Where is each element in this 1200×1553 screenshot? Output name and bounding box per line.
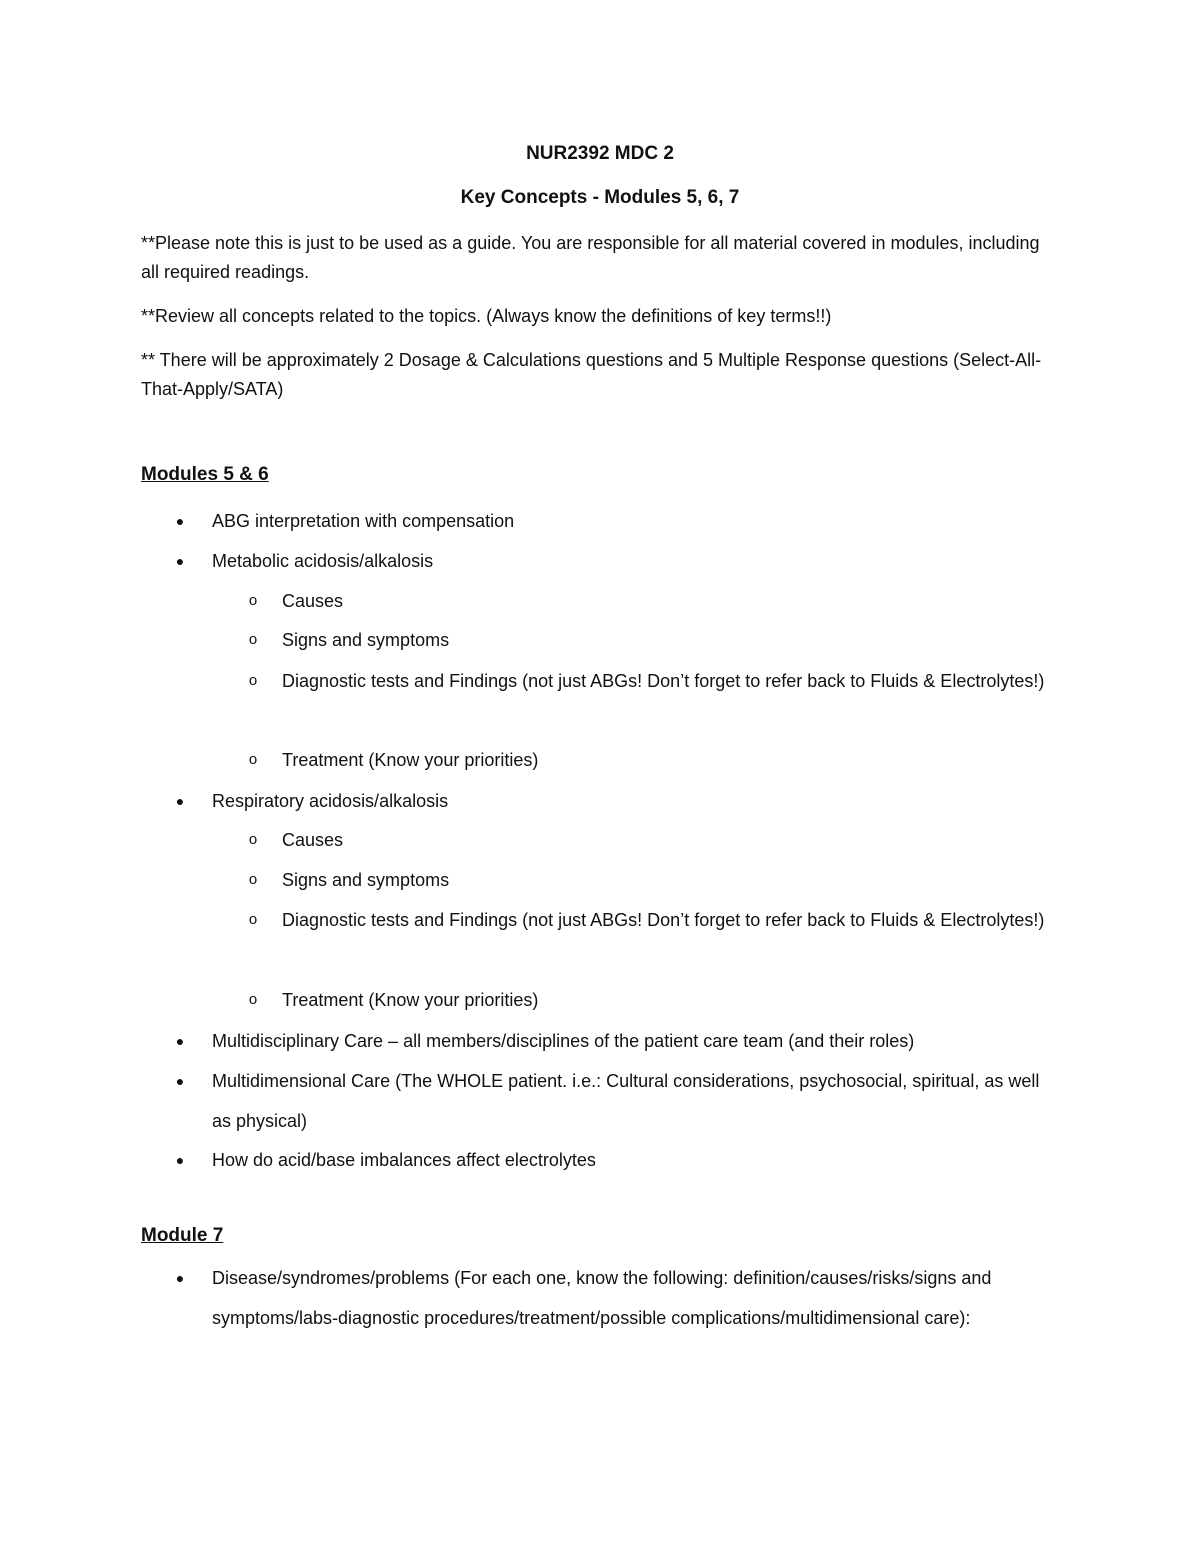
bullet-icon: ● — [175, 1270, 185, 1286]
sub-bullet-icon: o — [248, 911, 258, 928]
sub-bullet-icon: o — [248, 871, 258, 888]
sub-list-item-text: Signs and symptoms — [282, 870, 450, 890]
list-item — [173, 1021, 1063, 1061]
sub-list-item — [246, 740, 1066, 780]
bullet-icon: ● — [175, 1152, 185, 1168]
sub-bullet-icon: o — [248, 831, 258, 848]
document-subtitle: Key Concepts - Modules 5, 6, 7 — [460, 187, 740, 208]
list-item-text: Disease/syndromes/problems (For each one, know the following: definition/causes/risks/signs and symptoms/labs-diagnostic procedures/treatment/possible complications/multidimensional care): — [212, 1268, 992, 1328]
bullet-icon: ● — [175, 1033, 185, 1049]
section-heading-module-7: Module 7 — [141, 1225, 224, 1246]
list-item-text: Multidimensional Care (The WHOLE patient. i.e.: Cultural considerations, psychosocial, spiritual, as well as physical) — [212, 1071, 1040, 1131]
bullet-icon: ● — [175, 1073, 185, 1089]
bullet-icon: ● — [175, 513, 185, 529]
list-item-text: Respiratory acidosis/alkalosis — [212, 791, 449, 811]
sub-list-item — [246, 900, 1066, 940]
list-item-text: How do acid/base imbalances affect electrolytes — [212, 1150, 596, 1170]
sub-list-item-text: Signs and symptoms — [282, 630, 450, 650]
section-heading-modules-5-6: Modules 5 & 6 — [141, 464, 269, 485]
sub-list-item — [246, 620, 1066, 660]
sub-list-item — [246, 661, 1066, 701]
note-review: **Review all concepts related to the topics. (Always know the definitions of key terms!!) — [141, 306, 832, 326]
sub-bullet-icon: o — [248, 751, 258, 768]
list-item — [173, 541, 1063, 581]
sub-bullet-icon: o — [248, 991, 258, 1008]
document-title: NUR2392 MDC 2 — [526, 143, 674, 164]
note-questions: ** There will be approximately 2 Dosage & Calculations questions and 5 Multiple Response questions (Select-All-That-Apply/SATA) — [141, 350, 1042, 399]
list-item — [173, 1061, 1063, 1141]
list-item-text: Metabolic acidosis/alkalosis — [212, 551, 434, 571]
sub-list-item-text: Causes — [282, 591, 344, 611]
list-item-text: ABG interpretation with compensation — [212, 511, 515, 531]
sub-list-item — [246, 820, 1066, 860]
list-item — [173, 781, 1063, 821]
sub-bullet-icon: o — [248, 631, 258, 648]
sub-list-item — [246, 581, 1066, 621]
list-item — [173, 1258, 1063, 1338]
list-item-text: Multidisciplinary Care – all members/disciplines of the patient care team (and their roles) — [212, 1031, 915, 1051]
sub-list-item-text: Treatment (Know your priorities) — [282, 990, 539, 1010]
sub-bullet-icon: o — [248, 672, 258, 689]
sub-list-item — [246, 860, 1066, 900]
sub-list-item — [246, 980, 1066, 1020]
sub-list-item-text: Treatment (Know your priorities) — [282, 750, 539, 770]
bullet-icon: ● — [175, 553, 185, 569]
sub-list-item-text: Diagnostic tests and Findings (not just ABGs! Don’t forget to refer back to Fluids & Electrolytes!) — [282, 910, 1045, 930]
sub-list-item-text: Causes — [282, 830, 344, 850]
sub-bullet-icon: o — [248, 592, 258, 609]
list-item — [173, 501, 1063, 541]
sub-list-item-text: Diagnostic tests and Findings (not just ABGs! Don’t forget to refer back to Fluids & Electrolytes!) — [282, 671, 1045, 691]
list-item — [173, 1140, 1063, 1180]
note-guide: **Please note this is just to be used as a guide. You are responsible for all material covered in modules, including all required readings. — [141, 233, 1040, 282]
bullet-icon: ● — [175, 793, 185, 809]
